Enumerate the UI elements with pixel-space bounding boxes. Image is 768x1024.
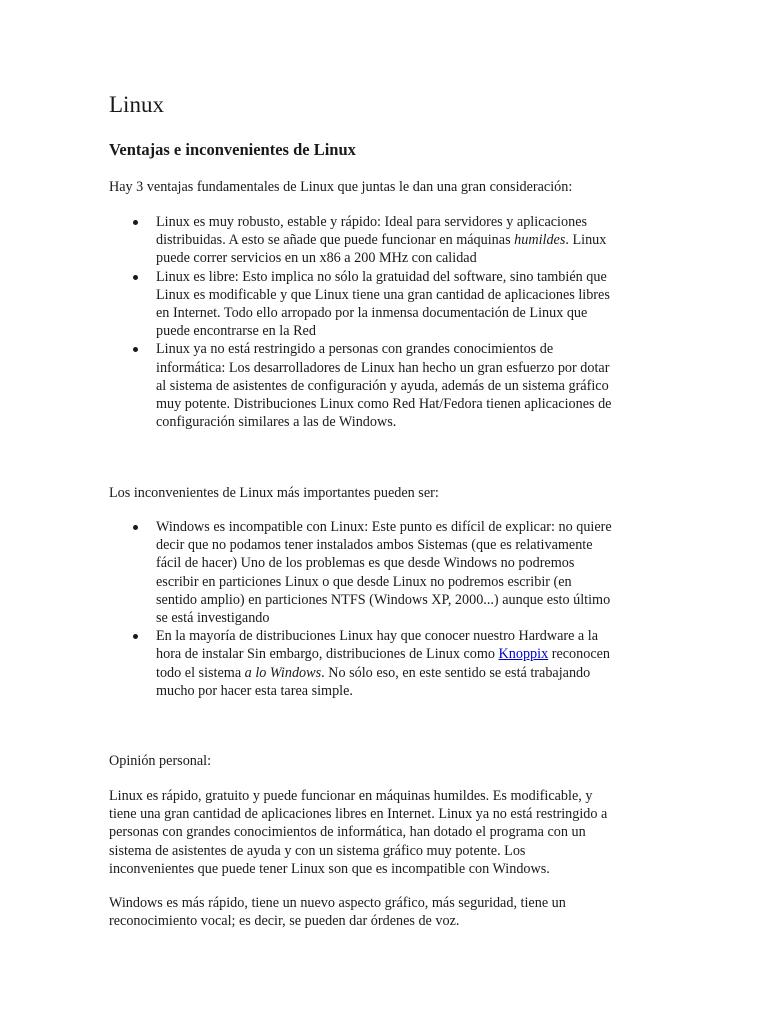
list-item — [109, 518, 659, 627]
paragraph-line: inconvenientes que puede tener Linux son que es incompatible con Windows. — [109, 860, 550, 877]
list-item-line: al sistema de asistentes de configuración y ayuda, además de un sistema gráfico — [156, 377, 609, 394]
advantages-list — [109, 213, 659, 431]
list-item-line: sentido amplio) en particiones NTFS (Windows XP, 2000...) aunque esto último — [156, 591, 611, 608]
paragraph-line: reconocimiento vocal; es decir, se pueden dar órdenes de voz. — [109, 913, 460, 930]
list-item-line: fácil de hacer) Uno de los problemas es que desde Windows no podremos — [156, 555, 575, 572]
list-item-line: informática: Los desarrolladores de Linux han hecho un gran esfuerzo por dotar — [156, 359, 610, 376]
list-item-line: En la mayoría de distribuciones Linux hay que conocer nuestro Hardware a la — [156, 628, 599, 645]
section-heading: Ventajas e inconvenientes de Linux — [109, 140, 356, 159]
text-span: reconocen — [548, 646, 611, 663]
list-item-line: decir que no podamos tener instalados ambos Sistemas (que es relativamente — [156, 537, 593, 554]
list-item — [109, 627, 659, 700]
opinion-paragraph-2 — [109, 894, 654, 930]
paragraph-line: sistema de asistentes de ayuda y con un sistema gráfico muy potente. Los — [109, 842, 526, 859]
advantages-intro: Hay 3 ventajas fundamentales de Linux que juntas le dan una gran consideración: — [109, 179, 573, 195]
list-item-line: en Internet. Todo ello arropado por la inmensa documentación de Linux que — [156, 305, 588, 322]
list-item-line: Linux es modificable y que Linux tiene una gran cantidad de aplicaciones libres — [156, 286, 610, 303]
list-item-line: se está investigando — [156, 610, 270, 627]
list-item-line: escribir en particiones Linux o que desde Linux no podremos escribir (en — [156, 573, 572, 590]
list-item — [109, 268, 659, 341]
text-span: hora de instalar Sin embargo, distribuciones de Linux como — [156, 646, 499, 663]
list-item-line: Linux ya no está restringido a personas con grandes conocimientos de — [156, 341, 554, 358]
paragraph-line: personas con grandes conocimientos de informática, han dotado el programa con un — [109, 824, 586, 841]
paragraph-line: Linux es rápido, gratuito y puede funcionar en máquinas humildes. Es modificable, y — [109, 788, 593, 804]
list-item-line: muy potente. Distribuciones Linux como Red Hat/Fedora tienen aplicaciones de — [156, 396, 612, 413]
emphasis-text: a lo Windows — [244, 664, 322, 681]
opinion-paragraph-1 — [109, 787, 654, 878]
list-item-line — [156, 664, 659, 682]
list-item — [109, 340, 659, 431]
list-item-line: puede encontrarse en la Red — [156, 323, 316, 340]
page-title: Linux — [109, 92, 164, 117]
text-span: . No sólo eso, en este sentido se está trabajando — [321, 664, 591, 681]
emphasis-text: humildes — [514, 232, 566, 249]
list-item — [109, 213, 659, 268]
text-span: todo el sistema — [156, 664, 245, 681]
list-item-line: Windows es incompatible con Linux: Este punto es difícil de explicar: no quiere — [156, 519, 612, 535]
knoppix-link[interactable]: Knoppix — [498, 646, 549, 663]
list-item-line: mucho por hacer esta tarea simple. — [156, 682, 353, 699]
list-item-line — [156, 231, 659, 249]
text-span: distribuidas. A esto se añade que puede funcionar en máquinas — [156, 232, 515, 249]
text-span: . Linux — [565, 232, 607, 249]
list-item-line: Linux es muy robusto, estable y rápido: Ideal para servidores y aplicaciones — [156, 214, 588, 230]
paragraph-line: tiene una gran cantidad de aplicaciones libres en Internet. Linux ya no está restringido a — [109, 806, 608, 823]
disadvantages-list — [109, 518, 659, 700]
disadvantages-intro: Los inconvenientes de Linux más importantes pueden ser: — [109, 485, 439, 501]
opinion-heading: Opinión personal: — [109, 753, 212, 769]
list-item-line: Linux es libre: Esto implica no sólo la gratuidad del software, sino también que — [156, 268, 607, 285]
list-item-line: configuración similares a las de Windows. — [156, 414, 397, 431]
paragraph-line: Windows es más rápido, tiene un nuevo aspecto gráfico, más seguridad, tiene un — [109, 895, 566, 911]
list-item-line: puede correr servicios en un x86 a 200 MHz con calidad — [156, 250, 477, 267]
list-item-line — [156, 645, 659, 663]
